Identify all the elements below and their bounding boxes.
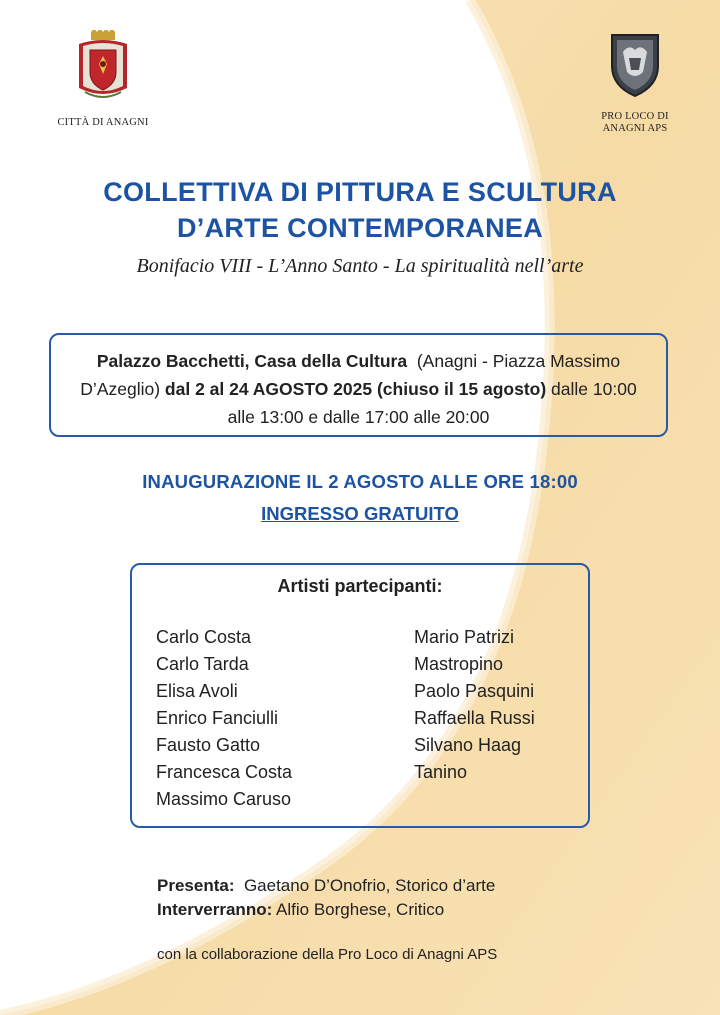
artist-name: Mario Patrizi — [414, 627, 515, 647]
collaboration-note: con la collaborazione della Pro Loco di Anagni APS — [157, 946, 498, 963]
city-logo — [48, 30, 158, 129]
proloco-logo — [586, 32, 684, 135]
free-entry-notice: INGRESSO GRATUITO — [261, 503, 459, 524]
artists-list-left — [156, 624, 292, 813]
artists-box — [130, 563, 590, 828]
credits — [157, 874, 495, 922]
artist-name: Francesca Costa — [156, 762, 293, 782]
artists-list-right — [414, 624, 535, 786]
title-line-2: D’ARTE CONTEMPORANEA — [176, 213, 543, 243]
artist-name: Elisa Avoli — [156, 681, 238, 701]
speakers-value: Alfio Borghese, Critico — [276, 900, 445, 919]
artist-name: Tanino — [414, 762, 468, 782]
speakers-line — [157, 898, 495, 922]
inauguration-notice: INAUGURAZIONE IL 2 AGOSTO ALLE ORE 18:00 — [142, 471, 578, 492]
artist-name: Raffaella Russi — [414, 708, 535, 728]
proloco-caption-line2: ANAGNI APS — [602, 123, 668, 134]
venue-info-box — [49, 333, 668, 437]
shield-crest-icon — [609, 32, 661, 98]
venue-address: (Anagni - Piazza Massimo D’Azeglio) — [80, 351, 621, 399]
proloco-logo-caption — [586, 111, 684, 135]
title-line-1: COLLETTIVA DI PITTURA E SCULTURA — [103, 177, 617, 207]
artist-name: Carlo Costa — [156, 627, 252, 647]
artist-name: Silvano Haag — [414, 735, 522, 755]
coat-of-arms-icon — [73, 30, 133, 102]
artist-name: Enrico Fanciulli — [156, 708, 279, 728]
artist-name: Massimo Caruso — [156, 789, 292, 809]
artist-name: Mastropino — [414, 654, 504, 674]
city-logo-caption: CITTÀ DI ANAGNI — [57, 117, 149, 128]
venue-name: Palazzo Bacchetti, Casa della Cultura — [96, 351, 408, 371]
artist-name: Fausto Gatto — [156, 735, 261, 755]
presenter-line — [157, 874, 495, 898]
presenter-label: Presenta: — [157, 876, 235, 895]
opening-hours: dalle 10:00 alle 13:00 e dalle 17:00 alle 20:00 — [227, 379, 637, 427]
artists-heading: Artisti partecipanti: — [277, 576, 443, 596]
proloco-caption-line1: PRO LOCO DI — [601, 111, 669, 122]
presenter-value: Gaetano D’Onofrio, Storico d’arte — [243, 876, 496, 895]
artist-name: Paolo Pasquini — [414, 681, 535, 701]
event-title — [0, 174, 720, 246]
artist-name: Carlo Tarda — [156, 654, 249, 674]
event-subtitle: Bonifacio VIII - L’Anno Santo - La spiritualità nell’arte — [136, 255, 584, 277]
event-dates: dal 2 al 24 AGOSTO 2025 (chiuso il 15 agosto) — [164, 379, 547, 399]
speakers-label: Interverranno: — [157, 900, 273, 919]
